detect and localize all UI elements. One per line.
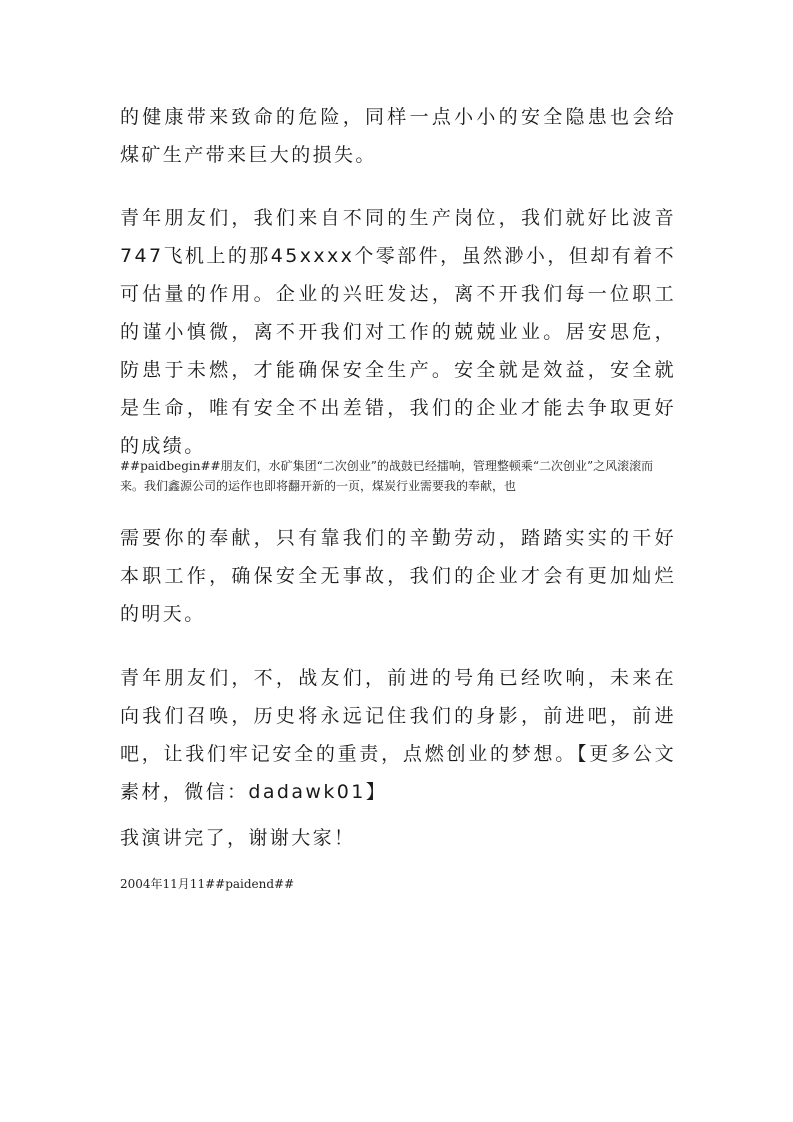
closing-line: 我演讲完了，谢谢大家！ xyxy=(120,827,356,849)
body-paragraph: 需要你的奉献，只有靠我们的辛勤劳动，踏踏实实的干好本职工作，确保安全无事故，我们的企业才会有更加灿烂的明天。 xyxy=(120,527,676,625)
paid-marker-paragraph: ##paidbegin##朋友们，水矿集团“二次创业”的战鼓已经擂响，管理整顿乘“二次创业”之风滚滚而来。我们鑫源公司的运作也即将翻开新的一页，煤炭行业需要我的奉献，也 xyxy=(120,459,654,493)
date-line: 2004年11月11##paidend## xyxy=(120,877,295,891)
body-paragraph: 青年朋友们，不，战友们，前进的号角已经吹响，未来在向我们召唤，历史将永远记住我们的身影，前进吧，前进吧，让我们牢记安全的重责，点燃创业的梦想。【更多公文 素材，微信：dadawk01】 xyxy=(120,667,676,803)
body-paragraph: 青年朋友们，我们来自不同的生产岗位，我们就好比波音747飞机上的那45xxxx个零部件，虽然渺小，但却有着不可估量的作用。企业的兴旺发达，离不开我们每一位职工的谨小慎微，离不开我们对工作的兢兢业业。居安思危，防患于未燃，才能确保安全生产。安全就是效益，安全就是生命，唯有安全不出差错，我们的企业才能去争取更好的成绩。 xyxy=(120,207,676,457)
body-paragraph: 的健康带来致命的危险，同样一点小小的安全隐患也会给煤矿生产带来巨大的损失。 xyxy=(120,106,676,166)
